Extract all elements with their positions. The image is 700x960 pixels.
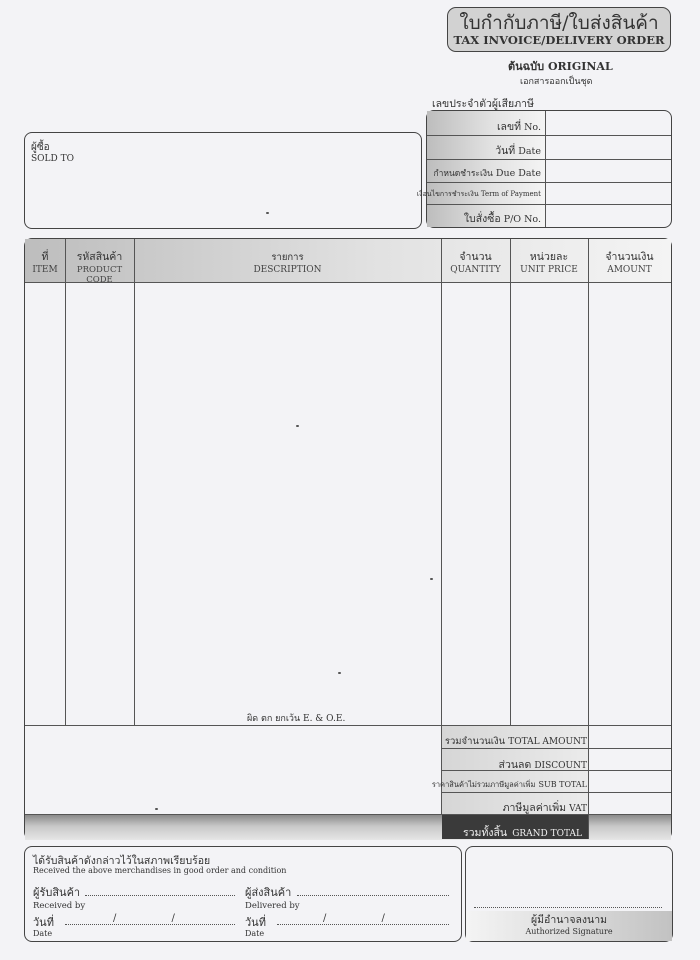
deliver-date-label-th: วันที่ bbox=[245, 916, 266, 929]
total-amount-th: รวมจำนวนเงิน bbox=[444, 736, 506, 747]
po-label-en: P/O No. bbox=[503, 214, 541, 225]
grand-total-th: รวมทั้งสิ้น bbox=[463, 827, 508, 839]
deliver-date-separators: / / bbox=[323, 913, 385, 924]
col-product-code-th: รหัสสินค้า bbox=[76, 251, 123, 263]
title-thai: ใบกำกับภาษี/ใบส่งสินค้า bbox=[459, 12, 659, 34]
delivered-by-label-th: ผู้ส่งสินค้า bbox=[245, 886, 292, 899]
authorized-signature-box bbox=[465, 846, 673, 942]
discount-value[interactable] bbox=[589, 748, 671, 770]
title-box bbox=[447, 7, 671, 52]
receive-date-line[interactable] bbox=[65, 924, 235, 925]
sold-to-label-en: SOLD TO bbox=[31, 154, 74, 164]
paper-speck bbox=[266, 212, 269, 214]
receipt-heading-en: Received the above merchandises in good order and condition bbox=[33, 866, 287, 875]
col-header-item bbox=[25, 248, 65, 275]
doc-date-label-th: วันที่ bbox=[495, 145, 516, 157]
discount-en: DISCOUNT bbox=[534, 761, 587, 771]
grand-total-label-cell bbox=[442, 815, 588, 839]
vat-en: VAT bbox=[569, 804, 587, 814]
deliver-date-line[interactable] bbox=[277, 924, 449, 925]
col-description-en: DESCRIPTION bbox=[253, 265, 322, 275]
discount-th: ส่วนลด bbox=[498, 759, 532, 771]
doc-no-label-th: เลขที่ bbox=[496, 121, 522, 133]
authorized-signature-th: ผู้มีอำนาจลงนาม bbox=[530, 914, 608, 926]
col-quantity-th: จำนวน bbox=[459, 251, 492, 263]
paper-speck bbox=[338, 672, 341, 674]
col-item-en: ITEM bbox=[32, 265, 58, 275]
grand-total-en: GRAND TOTAL bbox=[512, 829, 582, 839]
doc-info-row-po[interactable] bbox=[427, 204, 671, 227]
col-header-unit-price bbox=[510, 248, 588, 275]
col-product-code-en: PRODUCT CODE bbox=[76, 265, 123, 285]
subtotal-th: ราคาสินค้าไม่รวมภาษีมูลค่าเพิ่ม bbox=[431, 780, 536, 789]
subtotal-label bbox=[432, 779, 587, 791]
doc-date-label-en: Date bbox=[518, 146, 541, 157]
delivered-by-label-en: Delivered by bbox=[245, 901, 300, 911]
deliver-date-label-en: Date bbox=[245, 929, 265, 938]
subtotal-en: SUB TOTAL bbox=[538, 780, 587, 789]
discount-label bbox=[499, 756, 587, 773]
vat-th: ภาษีมูลค่าเพิ่ม bbox=[502, 802, 567, 814]
total-amount-value[interactable] bbox=[589, 726, 671, 748]
col-header-description bbox=[134, 250, 441, 275]
sold-to-box[interactable] bbox=[24, 132, 422, 229]
doc-no-label-en: No. bbox=[524, 122, 541, 133]
received-by-label-th: ผู้รับสินค้า bbox=[33, 886, 81, 899]
col-item-th: ที่ bbox=[41, 251, 49, 263]
received-by-signature-line[interactable] bbox=[85, 895, 235, 896]
doc-info-row-no[interactable] bbox=[427, 111, 671, 136]
authorized-signature-en: Authorized Signature bbox=[525, 927, 613, 936]
items-body[interactable] bbox=[25, 283, 671, 725]
due-date-label-th: กำหนดชำระเงิน bbox=[433, 169, 493, 179]
col-amount-en: AMOUNT bbox=[607, 265, 652, 275]
delivered-by-signature-line[interactable] bbox=[297, 895, 449, 896]
items-table bbox=[24, 238, 672, 840]
payment-term-label-en: Term of Payment bbox=[480, 190, 541, 198]
due-date-label-en: Due Date bbox=[495, 168, 541, 179]
receive-date-separators: / / bbox=[113, 913, 175, 924]
col-header-quantity bbox=[441, 248, 510, 275]
doc-info-row-date[interactable] bbox=[427, 135, 671, 160]
col-description-th: รายการ bbox=[271, 252, 304, 263]
subtotal-value[interactable] bbox=[589, 770, 671, 792]
receive-date-label-th: วันที่ bbox=[33, 916, 54, 929]
paper-speck bbox=[296, 425, 299, 427]
authorized-signature-line[interactable] bbox=[474, 907, 662, 908]
taxpayer-id-label: เลขประจำตัวผู้เสียภาษี bbox=[432, 98, 534, 110]
receipt-box bbox=[24, 846, 462, 942]
col-unit-price-en: UNIT PRICE bbox=[520, 265, 578, 275]
doc-info-row-payment-term[interactable] bbox=[416, 182, 671, 205]
grand-total-value[interactable] bbox=[589, 815, 671, 839]
paper-speck bbox=[430, 578, 433, 580]
doc-info-row-due-date[interactable] bbox=[427, 159, 671, 183]
vat-value[interactable] bbox=[589, 792, 671, 814]
paper-speck bbox=[155, 808, 158, 810]
sold-to-label-th: ผู้ซื้อ bbox=[31, 142, 50, 153]
payment-term-label-th: เงื่อนไขการชำระเงิน bbox=[416, 190, 479, 198]
col-unit-price-th: หน่วยละ bbox=[529, 251, 569, 263]
total-amount-en: TOTAL AMOUNT bbox=[508, 737, 587, 747]
title-english: TAX INVOICE/DELIVERY ORDER bbox=[453, 33, 665, 47]
col-quantity-en: QUANTITY bbox=[450, 265, 501, 275]
receive-date-label-en: Date bbox=[33, 929, 53, 938]
eoe-note: ผิด ตก ยกเว้น E. & O.E. bbox=[247, 714, 346, 724]
total-amount-label bbox=[445, 734, 587, 749]
col-header-amount bbox=[588, 248, 671, 275]
col-amount-th: จำนวนเงิน bbox=[605, 251, 654, 263]
original-label: ต้นฉบับ ORIGINAL bbox=[508, 60, 613, 73]
document-info-box bbox=[416, 110, 672, 228]
po-label-th: ใบสั่งซื้อ bbox=[463, 213, 501, 225]
col-header-product-code bbox=[65, 248, 134, 285]
receipt-heading-th: ได้รับสินค้าดังกล่าวไว้ในสภาพเรียบร้อย bbox=[33, 855, 211, 867]
document-set-note: เอกสารออกเป็นชุด bbox=[520, 77, 593, 87]
received-by-label-en: Received by bbox=[33, 901, 86, 911]
